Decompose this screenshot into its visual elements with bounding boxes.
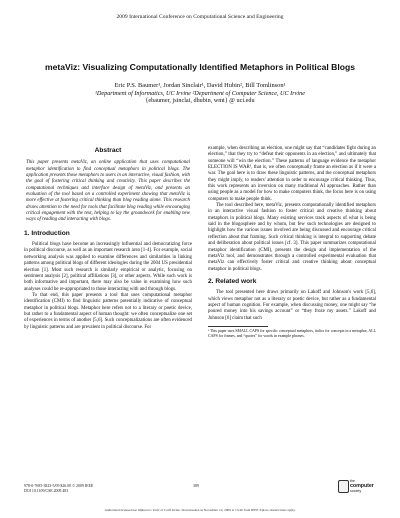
logo-line-1: the <box>350 479 355 483</box>
related-work-paragraph: The tool presented here draws primarily on Lakoff and Johnson's work [5,6], which views metaphor not as a literary or poetic device, but rather as a fundamental aspect of human cognition. For example, when discussing money, one might say “he poured money into his savings account” or “they froze my assets.” Lakoff and Johnson [6] claim that such <box>208 290 376 321</box>
intro-paragraph-2: To that end, this paper presents a tool that uses computational metaphor identification (CMI) to find linguistic patterns potentially indicative of conceptual metaphor in political blogs. Metaphor here refers not to a literary or poetic device, but rather to a fundamental aspect of human thought: we often conceptualize one set of experiences in terms of another [5,6]. Such conceptualizations are often evidenced by linguistic patterns and are prevalent in political discourse. For <box>24 292 192 330</box>
intro-paragraph-1: Political blogs have become an increasingly influential and democratizing force in political discourse, as well as an important research area [1-4]. For example, social networking analysis was applied to examine differences and similarities in linking patterns among political blogs of different ideologies during the 2004 US presidential election [1]. Most such research is similarly empirical or analytic, focusing on sentiment analysis [2], political affiliations [3], or other aspects. While such work is both informative and important, there may also be value in examining how such analyses could be re-appropriated to those interacting with and through blogs. <box>24 242 192 292</box>
author-emails: {ebaumer, jsinclai, dhubin, wmt} @ uci.edu <box>145 97 255 105</box>
license-notice: Authorized licensed use limited to: Univ of Calif Irvine. Downloaded on November 14, 2009 at 15:46 from IEEE Xplore. Restrictions apply. <box>104 508 296 512</box>
abstract-heading: Abstract <box>94 147 122 154</box>
intro-heading: 1. Introduction <box>24 229 70 237</box>
affiliations-text: ¹Department of Informatics, UC Irvine ²Department of Computer Science, UC Irvine <box>95 89 305 97</box>
conference-header: 2009 International Conference on Computational Science and Engineering <box>116 14 284 20</box>
abstract-text: This paper presents metaViz, an online application that uses computational metaphor identification to find conceptual metaphors in political blogs. The application presents those metaphors to users in an interactive, visual fashion, with the goal of fostering critical thinking and creativity. This paper describes the computational techniques and interface design of metaViz, and presents an evaluation of the tool based on a controlled experiment showing that metaViz is more effective at fostering critical thinking than blog reading alone. This research draws attention to the need for tools that facilitate blog reading while encouraging critical engagement with the text, helping to lay the groundwork for enabling new ways of reading and interacting with blogs. <box>26 160 190 223</box>
footnote: ¹ This paper uses SMALL CAPS for specific conceptual metaphors, italics for concepts in a metaphor, ALL CAPS for frames, and “quotes” for words in example phrases. <box>208 328 376 338</box>
footer-ids <box>24 484 93 494</box>
computer-society-icon <box>338 480 349 493</box>
author-affiliations <box>20 90 380 98</box>
right-column <box>208 146 376 339</box>
related-work-heading: 2. Related work <box>208 277 257 285</box>
footnote-divider <box>208 326 268 327</box>
isbn-line: 978-0-7695-3823-5/09 $26.00 © 2009 IEEE <box>24 484 94 488</box>
author-block <box>20 82 380 105</box>
paper-title: metaViz: Visualizing Computationally Identified Metaphors in Political Blogs <box>44 62 356 72</box>
doi-line: DOI 10.1109/CSE.2009.483 <box>24 489 69 493</box>
right-paragraph-1: example, when describing an election, one might say that “candidates fight during an election,” that they try to “defeat their opponents in an election,” and ultimately that someone will “win the election.” These patterns of language evidence the metaphor ELECTION IS WAR¹, that is, we often conceptually frame an election as if it were a war. The goal here is to draw these linguistic patterns, and the conceptual metaphors they might imply, to readers' attention in order to encourage critical thinking. Thus, this work represents an inversion on many traditional AI approaches. Rather than using people as a model for how to make computers think, the focus here is on using computers to make people think. <box>208 146 376 202</box>
page-number: 389 <box>193 484 199 488</box>
logo-line-2: computer <box>350 483 374 489</box>
computer-society-logo <box>338 478 380 494</box>
logo-line-3: society <box>350 489 362 493</box>
author-names: Eric P.S. Baumer¹, Jordan Sinclair¹, David Hubin², Bill Tomlinson¹ <box>114 82 286 89</box>
left-column <box>24 148 192 331</box>
right-paragraph-2: The tool described here, metaViz, presents computationally identified metaphors in an interactive visual fashion to foster critical and creative thinking about metaphors in political blogs. Many existing services track aspects of what is being said in the blogosphere and by whom, but few such technologies are designed to highlight how the various issues involved are being discussed and encourage critical reflection about that framing. Such critical thinking is integral to supporting debate and deliberation about political issues [cf. 3]. This paper summarizes computational metaphor identification (CMI), presents the design and implementation of the metaViz tool, and demonstrates through a controlled experimental evaluation that metaViz can effectively foster critical and creative thinking about conceptual metaphor in political blogs. <box>208 203 376 272</box>
